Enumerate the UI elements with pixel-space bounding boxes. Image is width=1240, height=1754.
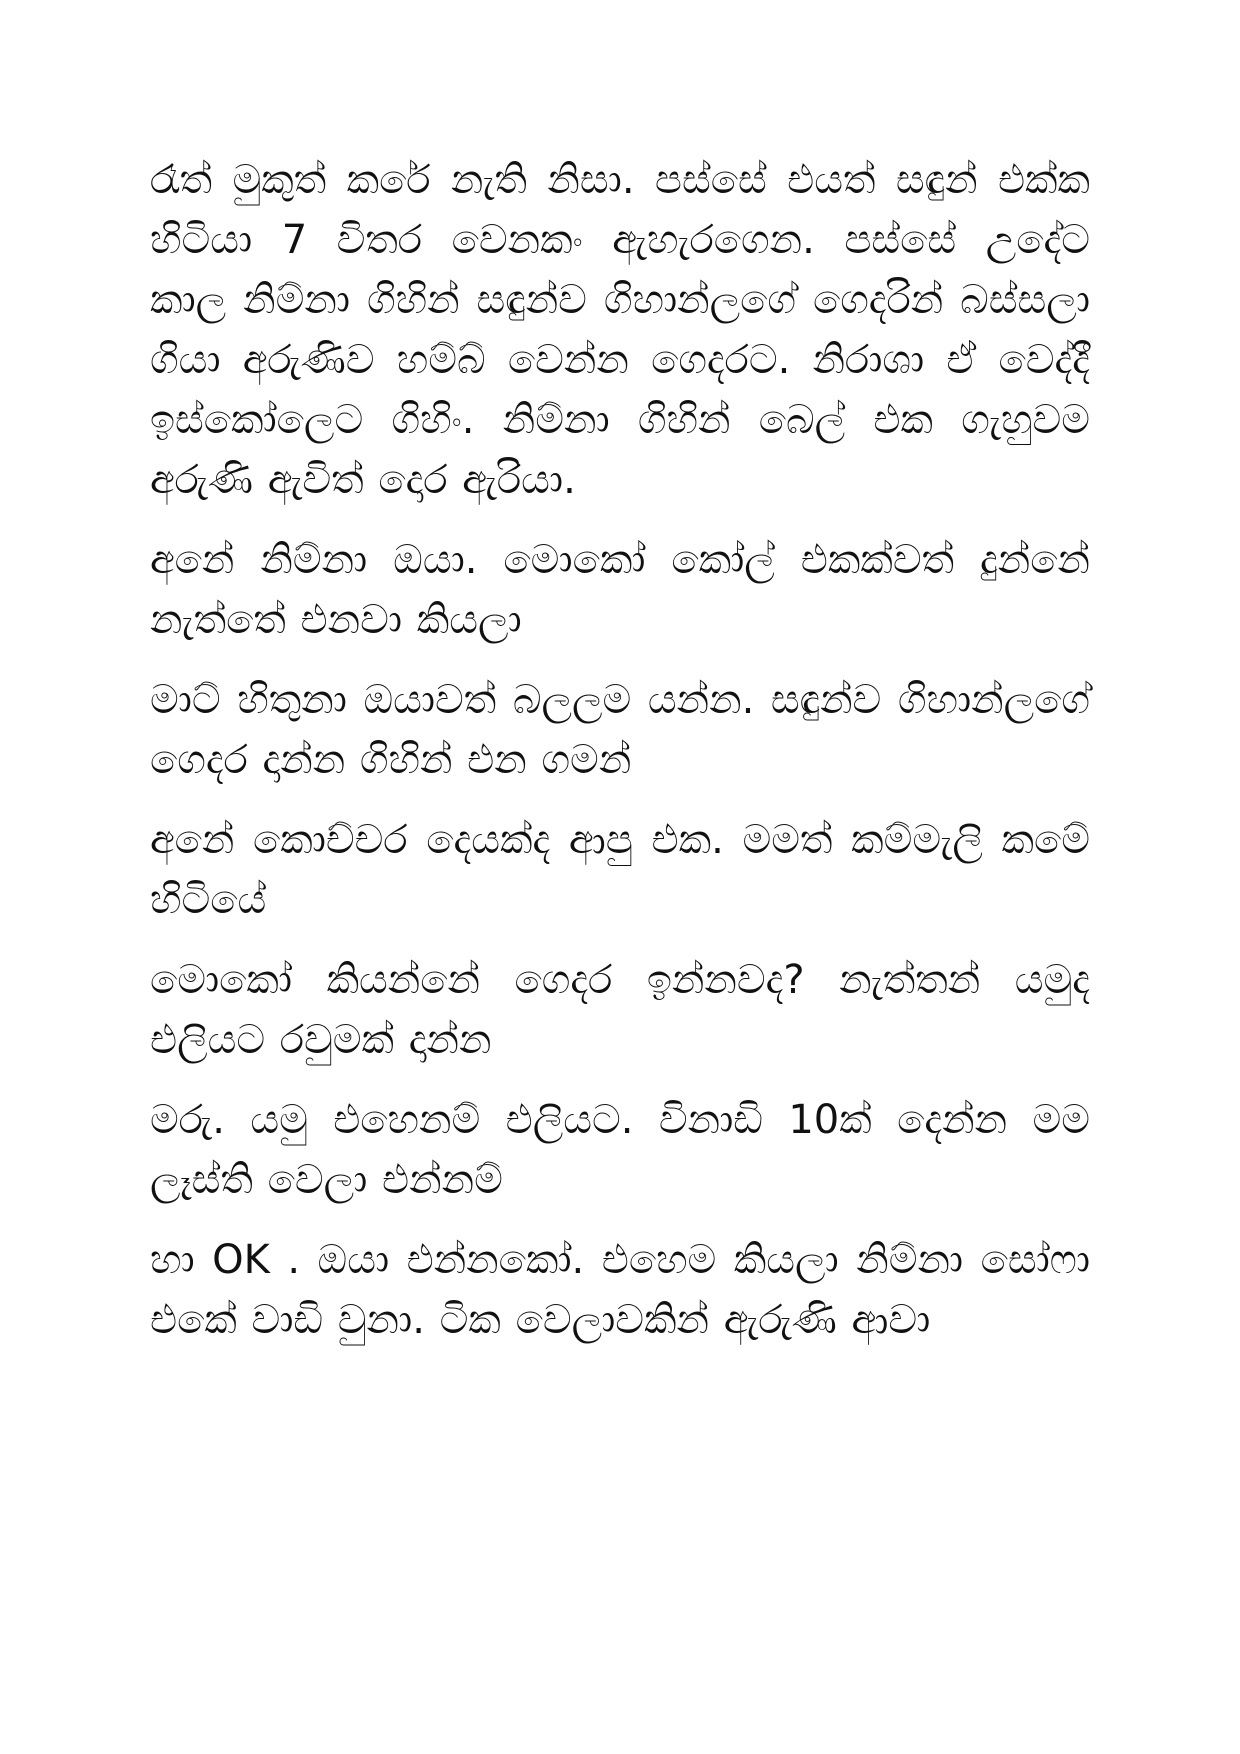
paragraph-6: මරු. යමු එහෙනම් එලියට. විනාඩි 10ක් දෙන්න මම ලෑස්ති වෙලා එන්නම් — [150, 1097, 1090, 1203]
paragraph-7: හා OK . ඔයා එන්නකෝ. එහෙම කියලා නිම්නා සෝෆා එකේ වාඩි වුනා. ටික වෙලාවකින් ඇරුණි ආවා — [150, 1237, 1090, 1343]
paragraph-4: අනේ කොච්චර දෙයක්ද ආපු එක. මමත් කම්මැලි කමේ හිටියේ — [150, 817, 1090, 923]
paragraph-1: රෑත් මුකුත් කරේ නැති නිසා. පස්සේ එයත් සඳුන් එක්ක හිටියා 7 විතර වෙනකං ඇහැරගෙන. පස්සේ උදේට කාල නිම්නා ගිහින් සඳුන්ව ගිහාන්ලගේ ගෙදරින් බස්සලා ගියා අරුණිව හම්බ් වෙන්න ගෙදරට. නිරාශා ඒ වෙද්දී ඉස්කෝලෙට ගිහිං. නිම්නා ගිහින් බෙල් එක ගැහුවම අරුණි ඇවිත් දොර ඇරියා. — [150, 157, 1090, 503]
paragraph-5: මොකෝ කියන්නේ ගෙදර ඉන්නවද? නැත්තන් යමුද එලියට රවුමක් දාන්න — [150, 957, 1090, 1063]
paragraph-3: මාට් හිතුනා ඔයාවත් බලලම යන්න. සඳුන්ව ගිහාන්ලගේ ගෙදර දාන්න ගිහින් එන ගමන් — [150, 677, 1090, 783]
document-page — [150, 150, 1090, 1370]
paragraph-2: අනේ නිම්නා ඔයා. මොකෝ කෝල් එකක්වත් දුන්නේ නැත්තේ එනවා කියලා — [150, 537, 1090, 643]
